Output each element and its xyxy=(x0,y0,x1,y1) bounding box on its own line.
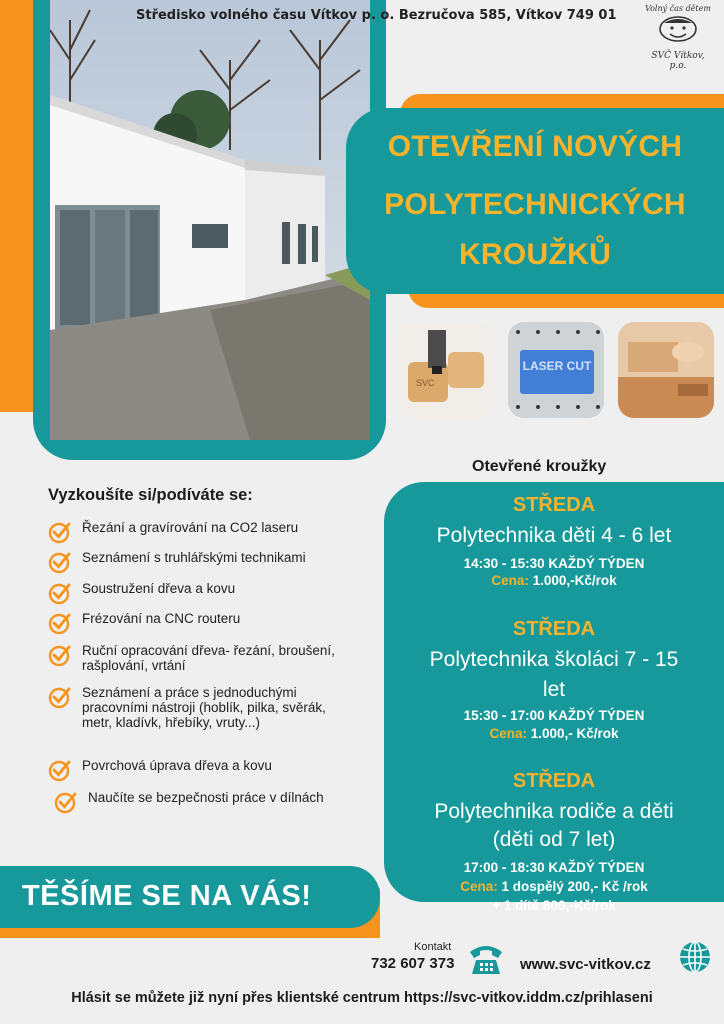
list-item xyxy=(54,790,354,814)
thumbnail-woodwork xyxy=(618,322,714,418)
website-link[interactable]: www.svc-vitkov.cz xyxy=(520,956,651,973)
title-line-3: KROUŽKŮ xyxy=(458,238,612,271)
check-circle-icon xyxy=(48,758,72,782)
course-time: 14:30 - 15:30 KAŽDÝ TÝDEN xyxy=(463,556,645,571)
course-time: 15:30 - 17:00 KAŽDÝ TÝDEN xyxy=(463,708,645,723)
check-circle-icon xyxy=(48,581,72,605)
check-circle-icon xyxy=(48,685,72,709)
title-line-1: OTEVŘENÍ NOVÝCH xyxy=(387,130,683,163)
course-name: Polytechnika rodiče a děti xyxy=(434,800,674,823)
contact-label: Kontakt xyxy=(414,941,452,953)
list-item-text: Povrchová úprava dřeva a kovu xyxy=(82,758,272,773)
thumbnail-laser-cut xyxy=(508,322,604,418)
check-circle-icon xyxy=(48,550,72,574)
list-item xyxy=(48,685,348,730)
price-value: 1.000,- Kč/rok xyxy=(526,726,619,741)
smiley-cup-icon xyxy=(656,13,700,45)
course-day: STŘEDA xyxy=(512,494,596,516)
list-item xyxy=(48,550,368,574)
organization-address: Středisko volného času Vítkov p. o. Bezručova 585, Vítkov 749 01 xyxy=(136,8,617,23)
course-time: 17:00 - 18:30 KAŽDÝ TÝDEN xyxy=(463,860,645,875)
list-item xyxy=(48,581,358,605)
phone-icon xyxy=(466,938,506,978)
check-circle-icon xyxy=(54,790,78,814)
list-item-text: Ruční opracování dřeva- řezání, broušení, rašplování, vrtání xyxy=(82,643,335,673)
course-price xyxy=(384,726,724,741)
list-item-text: Seznámení a práce s jednoduchými pracovními nástroji (hoblík, pilka, svěrák, metr, kladívk, hřebíky, vruty...) xyxy=(82,685,326,730)
check-circle-icon xyxy=(48,611,72,635)
logo-name: SVČ Vítkov, p.o. xyxy=(651,51,705,71)
price-label: Cena: xyxy=(460,879,498,894)
course-day: STŘEDA xyxy=(512,618,596,640)
list-item xyxy=(48,643,348,673)
course-price xyxy=(384,573,724,588)
list-item-text: Seznámení s truhlářskými technikami xyxy=(82,550,306,565)
check-circle-icon xyxy=(48,643,72,667)
activities-heading: Vyzkoušíte si/podíváte se: xyxy=(48,486,253,504)
list-item-text: Frézování na CNC routeru xyxy=(82,611,241,626)
svc-logo xyxy=(642,4,714,74)
title-line-2: POLYTECHNICKÝCH xyxy=(384,188,686,221)
logo-tagline: Volný čas dětem xyxy=(645,4,711,13)
phone-number[interactable]: 732 607 373 xyxy=(371,955,455,972)
course-price-cont: + 1 dítě 800,-Kč/rok xyxy=(492,898,616,913)
welcome-banner-text: TĚŠÍME SE NA VÁS! xyxy=(22,880,312,912)
globe-icon xyxy=(678,940,712,974)
list-item xyxy=(48,758,358,782)
course-name-cont: let xyxy=(542,678,566,701)
laser-cut-label: LASER CUT xyxy=(522,359,592,373)
registration-note: Hlásit se můžete již nyní přes klientské centrum https://svc-vitkov.iddm.cz/prihlaseni xyxy=(71,990,653,1006)
list-item xyxy=(48,520,358,544)
building-photo xyxy=(50,0,370,440)
courses-heading: Otevřené kroužky xyxy=(472,458,607,475)
price-value: 1 dospělý 200,- Kč /rok xyxy=(497,879,648,894)
price-label: Cena: xyxy=(489,726,527,741)
course-price xyxy=(384,879,724,894)
svg-text:SVC: SVC xyxy=(416,378,435,388)
course-name-cont: (děti od 7 let) xyxy=(492,828,616,851)
list-item-text: Soustružení dřeva a kovu xyxy=(82,581,236,596)
price-value: 1.000,-Kč/rok xyxy=(528,573,617,588)
course-day: STŘEDA xyxy=(512,770,596,792)
price-label: Cena: xyxy=(491,573,529,588)
thumbnail-engraving xyxy=(398,322,494,418)
list-item-text: Naučíte se bezpečnosti práce v dílnách xyxy=(88,790,324,805)
list-item-text: Řezání a gravírování na CO2 laseru xyxy=(82,520,299,535)
check-circle-icon xyxy=(48,520,72,544)
list-item xyxy=(48,611,358,635)
course-name: Polytechnika děti 4 - 6 let xyxy=(436,524,672,547)
course-name: Polytechnika školáci 7 - 15 xyxy=(429,648,679,671)
